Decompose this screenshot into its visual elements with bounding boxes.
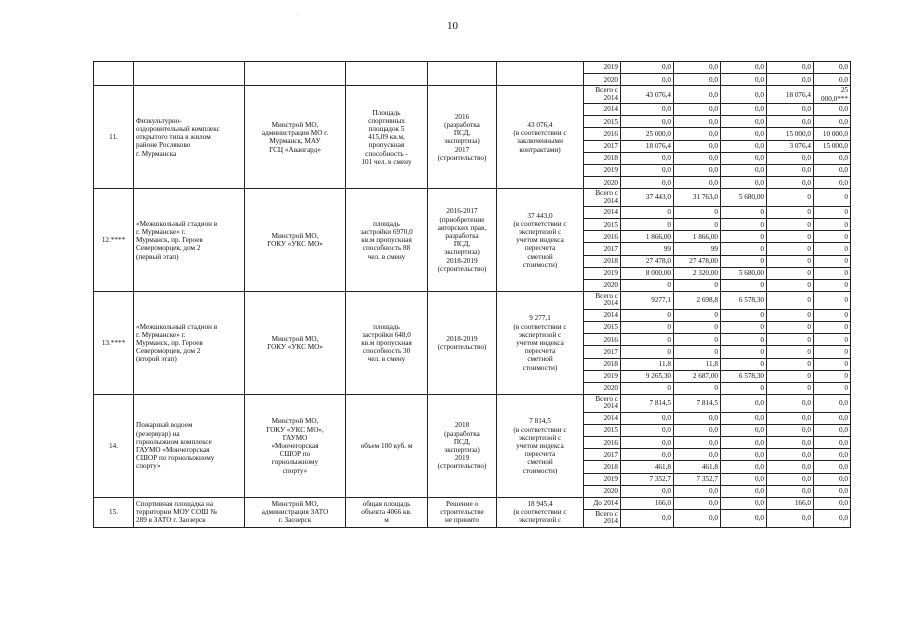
amount-cell: 0 bbox=[814, 334, 851, 346]
amount-cell: 0 bbox=[814, 231, 851, 243]
amount-cell: 27 478,0 bbox=[621, 255, 674, 267]
amount-cell: 0,0 bbox=[767, 424, 814, 436]
year-cell: 2017 bbox=[584, 449, 621, 461]
amount-cell: 0 bbox=[814, 280, 851, 292]
project-cost: 18 945,4 (в соответствии с экспертизой с bbox=[497, 498, 584, 528]
year-cell: 2019 bbox=[584, 267, 621, 279]
amount-cell: 0,0 bbox=[767, 461, 814, 473]
amount-cell: 0,0 bbox=[621, 449, 674, 461]
project-cost: 37 443,0 (в соответствии с экспертизой с учетом индекса пересчета сметной стоимости) bbox=[497, 189, 584, 292]
amount-cell: 0,0 bbox=[814, 437, 851, 449]
project-name: «Межшкольный стадион в г. Мурманске» г. Мурманск, пр. Героев Североморцев, дом 2 (второй этап) bbox=[134, 292, 245, 395]
amount-cell: 0 bbox=[814, 370, 851, 382]
amount-cell: 0 bbox=[721, 255, 767, 267]
amount-cell: 0,0 bbox=[621, 177, 674, 189]
project-period: 2016-2017 (приобретение авторских прав, разработка ПСД, экспертиза) 2018-2019 (строительство) bbox=[428, 189, 497, 292]
amount-cell: 0 bbox=[674, 382, 721, 394]
amount-cell: 2 320,00 bbox=[674, 267, 721, 279]
year-cell: 2017 bbox=[584, 243, 621, 255]
amount-cell: 25 000,0 bbox=[621, 128, 674, 140]
amount-cell: 0 bbox=[767, 255, 814, 267]
amount-cell: 0 bbox=[621, 334, 674, 346]
amount-cell: 0,0 bbox=[674, 177, 721, 189]
amount-cell: 0 bbox=[721, 206, 767, 218]
amount-cell: 0 bbox=[674, 346, 721, 358]
amount-cell: 0 bbox=[721, 346, 767, 358]
amount-cell: 0,0 bbox=[674, 62, 721, 74]
amount-cell: 0,0 bbox=[767, 412, 814, 424]
year-cell: Всего с 2014 bbox=[584, 292, 621, 310]
amount-cell: 0 bbox=[814, 346, 851, 358]
year-cell: 2018 bbox=[584, 152, 621, 164]
amount-cell: 166,0 bbox=[621, 498, 674, 510]
amount-cell: 2 687,00 bbox=[674, 370, 721, 382]
amount-cell: 0,0 bbox=[621, 62, 674, 74]
empty-cell bbox=[428, 62, 497, 86]
year-cell: 2020 bbox=[584, 74, 621, 86]
amount-cell: 0 bbox=[767, 321, 814, 333]
amount-cell: 25 000,0*** bbox=[814, 86, 851, 104]
amount-cell: 0,0 bbox=[814, 116, 851, 128]
empty-cell bbox=[245, 62, 346, 86]
amount-cell: 0 bbox=[721, 321, 767, 333]
amount-cell: 0 bbox=[621, 219, 674, 231]
amount-cell: 0,0 bbox=[721, 485, 767, 497]
amount-cell: 0 bbox=[721, 358, 767, 370]
year-cell: 2014 bbox=[584, 103, 621, 115]
project-number: 11. bbox=[94, 86, 134, 189]
amount-cell: 0,0 bbox=[721, 461, 767, 473]
amount-cell: 0 bbox=[767, 346, 814, 358]
amount-cell: 0 bbox=[621, 206, 674, 218]
amount-cell: 0,0 bbox=[674, 498, 721, 510]
amount-cell: 0 bbox=[767, 292, 814, 310]
amount-cell: 0,0 bbox=[767, 177, 814, 189]
amount-cell: 31 763,0 bbox=[674, 189, 721, 207]
amount-cell: 0,0 bbox=[814, 485, 851, 497]
year-cell: 2018 bbox=[584, 358, 621, 370]
amount-cell: 0,0 bbox=[814, 461, 851, 473]
amount-cell: 0 bbox=[721, 382, 767, 394]
amount-cell: 0,0 bbox=[814, 395, 851, 413]
amount-cell: 0,0 bbox=[814, 498, 851, 510]
project-customer: Минстрой МО, администрация ЗАТО г. Заозерск bbox=[245, 498, 346, 528]
project-cost: 43 076,4 (в соответствии с заключенными контрактами) bbox=[497, 86, 584, 189]
amount-cell: 0,0 bbox=[814, 424, 851, 436]
empty-cell bbox=[94, 62, 134, 86]
amount-cell: 0 bbox=[767, 206, 814, 218]
program-table bbox=[93, 61, 851, 528]
amount-cell: 0 bbox=[721, 280, 767, 292]
project-customer: Минстрой МО, администрация МО г. Мурманск, МАУ ГСЦ «Авангард» bbox=[245, 86, 346, 189]
amount-cell: 27 478,00 bbox=[674, 255, 721, 267]
year-cell: 2016 bbox=[584, 437, 621, 449]
year-cell: 2019 bbox=[584, 164, 621, 176]
year-cell: 2016 bbox=[584, 231, 621, 243]
amount-cell: 9 265,30 bbox=[621, 370, 674, 382]
year-cell: 2015 bbox=[584, 321, 621, 333]
amount-cell: 6 578,30 bbox=[721, 370, 767, 382]
amount-cell: 0 bbox=[621, 346, 674, 358]
amount-cell: 0,0 bbox=[814, 510, 851, 528]
amount-cell: 0 bbox=[814, 206, 851, 218]
amount-cell: 99 bbox=[621, 243, 674, 255]
amount-cell: 0,0 bbox=[621, 74, 674, 86]
amount-cell: 0 bbox=[674, 219, 721, 231]
year-cell: 2020 bbox=[584, 280, 621, 292]
year-cell: 2015 bbox=[584, 424, 621, 436]
amount-cell: 0,0 bbox=[767, 485, 814, 497]
amount-cell: 0 bbox=[814, 382, 851, 394]
amount-cell: 0 bbox=[767, 334, 814, 346]
amount-cell: 0,0 bbox=[674, 164, 721, 176]
amount-cell: 0,0 bbox=[621, 424, 674, 436]
project-name: Пожарный водоем (резервуар) на горнолыжном комплексе ГАУМО «Мончегорская СШОР по горнолыжному спорту» bbox=[134, 395, 245, 498]
project-customer: Минстрой МО, ГОКУ «УКС МО», ГАУМО «Мончегорская СШОР по горнолыжному спорту» bbox=[245, 395, 346, 498]
amount-cell: 0,0 bbox=[814, 412, 851, 424]
amount-cell: 0 bbox=[621, 321, 674, 333]
amount-cell: 99 bbox=[674, 243, 721, 255]
amount-cell: 0 bbox=[767, 382, 814, 394]
amount-cell: 0 bbox=[621, 382, 674, 394]
amount-cell: 0,0 bbox=[674, 449, 721, 461]
amount-cell: 0,0 bbox=[814, 103, 851, 115]
project-period: 2018-2019 (строительство) bbox=[428, 292, 497, 395]
year-cell: 2020 bbox=[584, 177, 621, 189]
amount-cell: 0,0 bbox=[674, 128, 721, 140]
amount-cell: 0,0 bbox=[814, 152, 851, 164]
amount-cell: 0,0 bbox=[674, 412, 721, 424]
amount-cell: 461,8 bbox=[674, 461, 721, 473]
project-period: Решение о строительстве не принято bbox=[428, 498, 497, 528]
amount-cell: 6 578,30 bbox=[721, 292, 767, 310]
project-capacity: объем 100 куб. м bbox=[346, 395, 428, 498]
amount-cell: 0,0 bbox=[674, 510, 721, 528]
year-cell: 2019 bbox=[584, 62, 621, 74]
amount-cell: 0 bbox=[767, 358, 814, 370]
amount-cell: 0,0 bbox=[621, 437, 674, 449]
amount-cell: 0,0 bbox=[814, 177, 851, 189]
amount-cell: 0 bbox=[814, 321, 851, 333]
project-period: 2018 (разработка ПСД, экспертиза) 2019 (строительство) bbox=[428, 395, 497, 498]
year-cell: 2020 bbox=[584, 485, 621, 497]
amount-cell: 0 bbox=[767, 370, 814, 382]
table-row bbox=[94, 292, 851, 310]
amount-cell: 0,0 bbox=[621, 152, 674, 164]
amount-cell: 0 bbox=[721, 334, 767, 346]
amount-cell: 0,0 bbox=[721, 424, 767, 436]
amount-cell: 3 076,4 bbox=[767, 140, 814, 152]
year-cell: 2016 bbox=[584, 128, 621, 140]
amount-cell: 0,0 bbox=[674, 485, 721, 497]
amount-cell: 461,8 bbox=[621, 461, 674, 473]
year-cell: 2019 bbox=[584, 473, 621, 485]
amount-cell: 0,0 bbox=[621, 485, 674, 497]
amount-cell: 10 000,0 bbox=[814, 128, 851, 140]
year-cell: 2014 bbox=[584, 309, 621, 321]
amount-cell: 0 bbox=[621, 280, 674, 292]
amount-cell: 8 000,00 bbox=[621, 267, 674, 279]
amount-cell: 1 866,00 bbox=[621, 231, 674, 243]
project-capacity: площадь застройки 6970,0 кв.м пропускная способность 88 чел. в смену bbox=[346, 189, 428, 292]
amount-cell: 18 076,4 bbox=[621, 140, 674, 152]
amount-cell: 0 bbox=[674, 309, 721, 321]
amount-cell: 0,0 bbox=[767, 116, 814, 128]
table-row bbox=[94, 189, 851, 207]
amount-cell: 0,0 bbox=[621, 116, 674, 128]
project-customer: Минстрой МО, ГОКУ «УКС МО» bbox=[245, 189, 346, 292]
amount-cell: 0 bbox=[814, 189, 851, 207]
project-capacity: общая площадь объекта 4066 кв. м bbox=[346, 498, 428, 528]
amount-cell: 15 000,0 bbox=[814, 140, 851, 152]
amount-cell: 0,0 bbox=[721, 74, 767, 86]
amount-cell: 0,0 bbox=[814, 74, 851, 86]
amount-cell: 18 076,4 bbox=[767, 86, 814, 104]
amount-cell: 1 866,00 bbox=[674, 231, 721, 243]
year-cell: Всего с 2014 bbox=[584, 510, 621, 528]
project-name: Физкультурно- оздоровительный комплекс открытого типа в жилом районе Росляково г. Мурманска bbox=[134, 86, 245, 189]
page-number: 10 bbox=[447, 20, 458, 32]
amount-cell: 0,0 bbox=[814, 62, 851, 74]
project-capacity: Площадь спортивных площадок 5 415,09 кв.м, пропускная способность - 101 чел. в смену bbox=[346, 86, 428, 189]
amount-cell: 11,8 bbox=[621, 358, 674, 370]
amount-cell: 0,0 bbox=[767, 74, 814, 86]
amount-cell: 7 352,7 bbox=[674, 473, 721, 485]
table-row bbox=[94, 86, 851, 104]
amount-cell: 0,0 bbox=[674, 152, 721, 164]
amount-cell: 0 bbox=[814, 255, 851, 267]
project-customer: Минстрой МО, ГОКУ «УКС МО» bbox=[245, 292, 346, 395]
amount-cell: 0,0 bbox=[674, 140, 721, 152]
amount-cell: 0,0 bbox=[721, 177, 767, 189]
amount-cell: 0 bbox=[767, 243, 814, 255]
empty-cell bbox=[346, 62, 428, 86]
amount-cell: 0,0 bbox=[674, 437, 721, 449]
project-number: 13.**** bbox=[94, 292, 134, 395]
amount-cell: 0,0 bbox=[621, 164, 674, 176]
amount-cell: 0 bbox=[674, 280, 721, 292]
amount-cell: 0,0 bbox=[674, 424, 721, 436]
amount-cell: 37 443,0 bbox=[621, 189, 674, 207]
amount-cell: 7 814,5 bbox=[674, 395, 721, 413]
amount-cell: 0 bbox=[767, 231, 814, 243]
amount-cell: 9277,1 bbox=[621, 292, 674, 310]
amount-cell: 0,0 bbox=[721, 498, 767, 510]
project-cost: 9 277,1 (в соответствии с экспертизой с учетом индекса пересчета сметной стоимости) bbox=[497, 292, 584, 395]
amount-cell: 0,0 bbox=[721, 437, 767, 449]
amount-cell: 0 bbox=[767, 280, 814, 292]
year-cell: 2018 bbox=[584, 461, 621, 473]
year-cell: 2017 bbox=[584, 346, 621, 358]
table-row bbox=[94, 62, 851, 74]
amount-cell: 0 bbox=[814, 243, 851, 255]
year-cell: До 2014 bbox=[584, 498, 621, 510]
amount-cell: 0,0 bbox=[674, 86, 721, 104]
scan-dot: · bbox=[297, 13, 299, 19]
amount-cell: 2 698,8 bbox=[674, 292, 721, 310]
amount-cell: 0,0 bbox=[721, 412, 767, 424]
amount-cell: 0 bbox=[767, 309, 814, 321]
amount-cell: 43 076,4 bbox=[621, 86, 674, 104]
amount-cell: 0,0 bbox=[721, 103, 767, 115]
amount-cell: 0,0 bbox=[621, 412, 674, 424]
amount-cell: 0,0 bbox=[767, 164, 814, 176]
project-period: 2016 (разработка ПСД, экспертиза) 2017 (строительство) bbox=[428, 86, 497, 189]
amount-cell: 0,0 bbox=[767, 152, 814, 164]
amount-cell: 0,0 bbox=[814, 449, 851, 461]
amount-cell: 7 352,7 bbox=[621, 473, 674, 485]
amount-cell: 0,0 bbox=[721, 140, 767, 152]
amount-cell: 0,0 bbox=[767, 62, 814, 74]
amount-cell: 5 680,00 bbox=[721, 267, 767, 279]
amount-cell: 0 bbox=[721, 219, 767, 231]
amount-cell: 0 bbox=[674, 321, 721, 333]
amount-cell: 0,0 bbox=[767, 395, 814, 413]
project-cost: 7 814,5 (в соответствии с экспертизой с учетом индекса пересчета сметной стоимости) bbox=[497, 395, 584, 498]
amount-cell: 0,0 bbox=[721, 473, 767, 485]
project-name: Спортивная площадка на территории МОУ СОШ № 289 в ЗАТО г. Заозерск bbox=[134, 498, 245, 528]
amount-cell: 11,8 bbox=[674, 358, 721, 370]
year-cell: 2015 bbox=[584, 219, 621, 231]
amount-cell: 0,0 bbox=[621, 103, 674, 115]
year-cell: 2019 bbox=[584, 370, 621, 382]
amount-cell: 0,0 bbox=[721, 62, 767, 74]
amount-cell: 0,0 bbox=[674, 74, 721, 86]
amount-cell: 0,0 bbox=[767, 449, 814, 461]
year-cell: Всего с 2014 bbox=[584, 395, 621, 413]
amount-cell: 0,0 bbox=[721, 510, 767, 528]
amount-cell: 0,0 bbox=[721, 86, 767, 104]
amount-cell: 0,0 bbox=[721, 164, 767, 176]
amount-cell: 0,0 bbox=[674, 116, 721, 128]
project-number: 15. bbox=[94, 498, 134, 528]
year-cell: Всего с 2014 bbox=[584, 189, 621, 207]
amount-cell: 166,0 bbox=[767, 498, 814, 510]
amount-cell: 0,0 bbox=[767, 103, 814, 115]
amount-cell: 0 bbox=[674, 334, 721, 346]
amount-cell: 0 bbox=[814, 309, 851, 321]
amount-cell: 0 bbox=[721, 231, 767, 243]
amount-cell: 0,0 bbox=[767, 437, 814, 449]
project-name: «Межшкольный стадион в г. Мурманске» г. Мурманск, пр. Героев Североморцев, дом 2 (первый этап) bbox=[134, 189, 245, 292]
amount-cell: 0 bbox=[814, 292, 851, 310]
project-number: 14. bbox=[94, 395, 134, 498]
amount-cell: 0 bbox=[767, 219, 814, 231]
empty-cell bbox=[497, 62, 584, 86]
year-cell: 2014 bbox=[584, 412, 621, 424]
amount-cell: 7 814,5 bbox=[621, 395, 674, 413]
year-cell: Всего с 2014 bbox=[584, 86, 621, 104]
amount-cell: 0 bbox=[814, 358, 851, 370]
amount-cell: 0 bbox=[814, 267, 851, 279]
amount-cell: 0,0 bbox=[721, 128, 767, 140]
amount-cell: 0,0 bbox=[814, 473, 851, 485]
year-cell: 2017 bbox=[584, 140, 621, 152]
amount-cell: 0,0 bbox=[767, 473, 814, 485]
year-cell: 2016 bbox=[584, 334, 621, 346]
year-cell: 2018 bbox=[584, 255, 621, 267]
amount-cell: 0,0 bbox=[767, 510, 814, 528]
amount-cell: 0,0 bbox=[721, 395, 767, 413]
amount-cell: 0 bbox=[674, 206, 721, 218]
amount-cell: 0,0 bbox=[721, 449, 767, 461]
empty-cell bbox=[134, 62, 245, 86]
project-capacity: площадь застройки 648,0 кв.м пропускная способность 30 чел. в смену bbox=[346, 292, 428, 395]
project-number: 12.**** bbox=[94, 189, 134, 292]
table-row bbox=[94, 395, 851, 413]
year-cell: 2020 bbox=[584, 382, 621, 394]
amount-cell: 5 680,00 bbox=[721, 189, 767, 207]
amount-cell: 15 000,0 bbox=[767, 128, 814, 140]
amount-cell: 0,0 bbox=[814, 164, 851, 176]
table-row bbox=[94, 498, 851, 510]
amount-cell: 0 bbox=[621, 309, 674, 321]
amount-cell: 0,0 bbox=[674, 103, 721, 115]
amount-cell: 0 bbox=[721, 309, 767, 321]
amount-cell: 0 bbox=[721, 243, 767, 255]
amount-cell: 0,0 bbox=[721, 152, 767, 164]
amount-cell: 0 bbox=[767, 189, 814, 207]
year-cell: 2015 bbox=[584, 116, 621, 128]
amount-cell: 0,0 bbox=[721, 116, 767, 128]
amount-cell: 0,0 bbox=[621, 510, 674, 528]
year-cell: 2014 bbox=[584, 206, 621, 218]
amount-cell: 0 bbox=[814, 219, 851, 231]
amount-cell: 0 bbox=[767, 267, 814, 279]
